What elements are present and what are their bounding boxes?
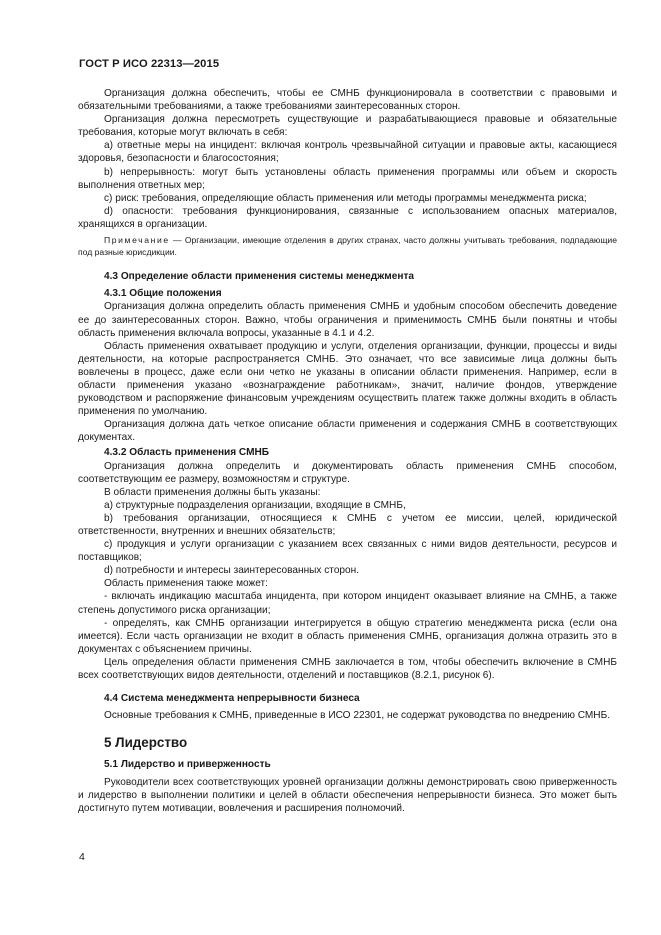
list-item: d) опасности: требования функционирования, связанные с использованием опасных материалов, хранящихся в организации. <box>78 205 617 230</box>
paragraph: В области применения должны быть указаны: <box>104 486 321 498</box>
section-heading-5-1: 5.1 Лидерство и приверженность <box>104 759 271 771</box>
section-heading-4-4: 4.4 Система менеджмента непрерывности бизнеса <box>104 693 360 705</box>
dash-item: - определять, как СМНБ организации интегрируется в общую стратегию менеджмента риска (если она имеется). Если часть организации не входит в область применения СМНБ, организация должна отразить это в документах с объяснением причины. <box>78 617 617 655</box>
document-body <box>78 87 617 815</box>
page-number: 4 <box>79 851 85 863</box>
paragraph: Область применения охватывает продукцию и услуги, отделения организации, функции, процессы и виды деятельности, на которые распространяется СМНБ. Это означает, что все зависимые лица должны быть вовлечены в процесс, даже если они четко не указаны в описании области применения. Например, если в области применения указано «вознаграждение работникам», значит, наличие фондов, утверждение руководством и распоряжение финансовым учреждениям осуществить платеж также должны входить в область применения по умолчанию. <box>78 340 617 418</box>
list-item: а) структурные подразделения организации, входящие в СМНБ, <box>104 499 406 511</box>
paragraph: Организация должна обеспечить, чтобы ее СМНБ функционировала в соответствии с правовыми и обязательными требованиями, а также требованиями заинтересованных сторон. <box>78 88 617 113</box>
paragraph: Организация должна определить область применения СМНБ и удобным способом обеспечить доведение ее до заинтересованных сторон. Важно, чтобы ограничения и применимость СМНБ были понятны и чтобы область применения включала вопросы, указанные в 4.1 и 4.2. <box>78 301 617 339</box>
paragraph: Организация должна пересмотреть существующие и разрабатывающиеся правовые и обязательные требования, которые могут включать в себя: <box>78 114 617 139</box>
paragraph: Организация должна дать четкое описание области применения и содержания СМНБ в соответствующих документах. <box>78 419 617 444</box>
list-item: c) продукция и услуги организации с указанием всех связанных с ними видов деятельности, ресурсов и поставщиков; <box>78 539 617 564</box>
paragraph: Область применения также может: <box>104 578 268 590</box>
note-text: — Организации, имеющие отделения в других странах, часто должны учитывать требования, подпадающие под разные юрисдикции. <box>78 235 617 257</box>
list-item: b) требования организации, относящиеся к СМНБ с учетом ее миссии, целей, юридической ответственности, внутренних и внешних обязательств; <box>78 512 617 537</box>
subsection-heading-4-3-1: 4.3.1 Общие положения <box>104 288 222 300</box>
dash-item: - включать индикацию масштаба инцидента, при котором инцидент оказывает влияние на СМНБ, а также степень допустимого риска организации; <box>78 591 617 616</box>
list-item: b) непрерывность: могут быть установлены область применения программы или объем и скорость выполнения ответных мер; <box>78 166 617 191</box>
paragraph: Цель определения области применения СМНБ заключается в том, чтобы обеспечить включение в СМНБ всех соответствующих видов деятельности, отделений и поставщиков (8.2.1, рисунок 6). <box>78 656 617 682</box>
document-header-id: ГОСТ Р ИСО 22313—2015 <box>79 58 220 70</box>
note <box>78 235 617 258</box>
section-heading-5: 5 Лидерство <box>104 735 188 751</box>
note-label: Примечание <box>104 235 170 246</box>
paragraph: Руководители всех соответствующих уровней организации должны демонстрировать свою приверженность и лидерство в выполнении политики и целей в области обеспечения непрерывности бизнеса. Это может быть достигнуто путем мотивации, вовлечения и расширения полномочий. <box>78 776 617 814</box>
section-heading-4-3: 4.3 Определение области применения системы менеджмента <box>104 271 415 283</box>
list-item: а) ответные меры на инцидент: включая контроль чрезвычайной ситуации и правовые акты, касающиеся здоровья, безопасности и благосостояния; <box>78 140 617 165</box>
list-item: c) риск: требования, определяющие область применения или методы программы менеджмента риска; <box>104 192 587 204</box>
subsection-heading-4-3-2: 4.3.2 Область применения СМНБ <box>104 447 270 459</box>
paragraph: Основные требования к СМНБ, приведенные в ИСО 22301, не содержат руководства по внедрению СМНБ. <box>104 710 611 722</box>
paragraph: Организация должна определить и документировать область применения СМНБ способом, соответствующим ее размеру, возможностям и структуре. <box>78 460 617 485</box>
list-item: d) потребности и интересы заинтересованных сторон. <box>104 565 360 577</box>
